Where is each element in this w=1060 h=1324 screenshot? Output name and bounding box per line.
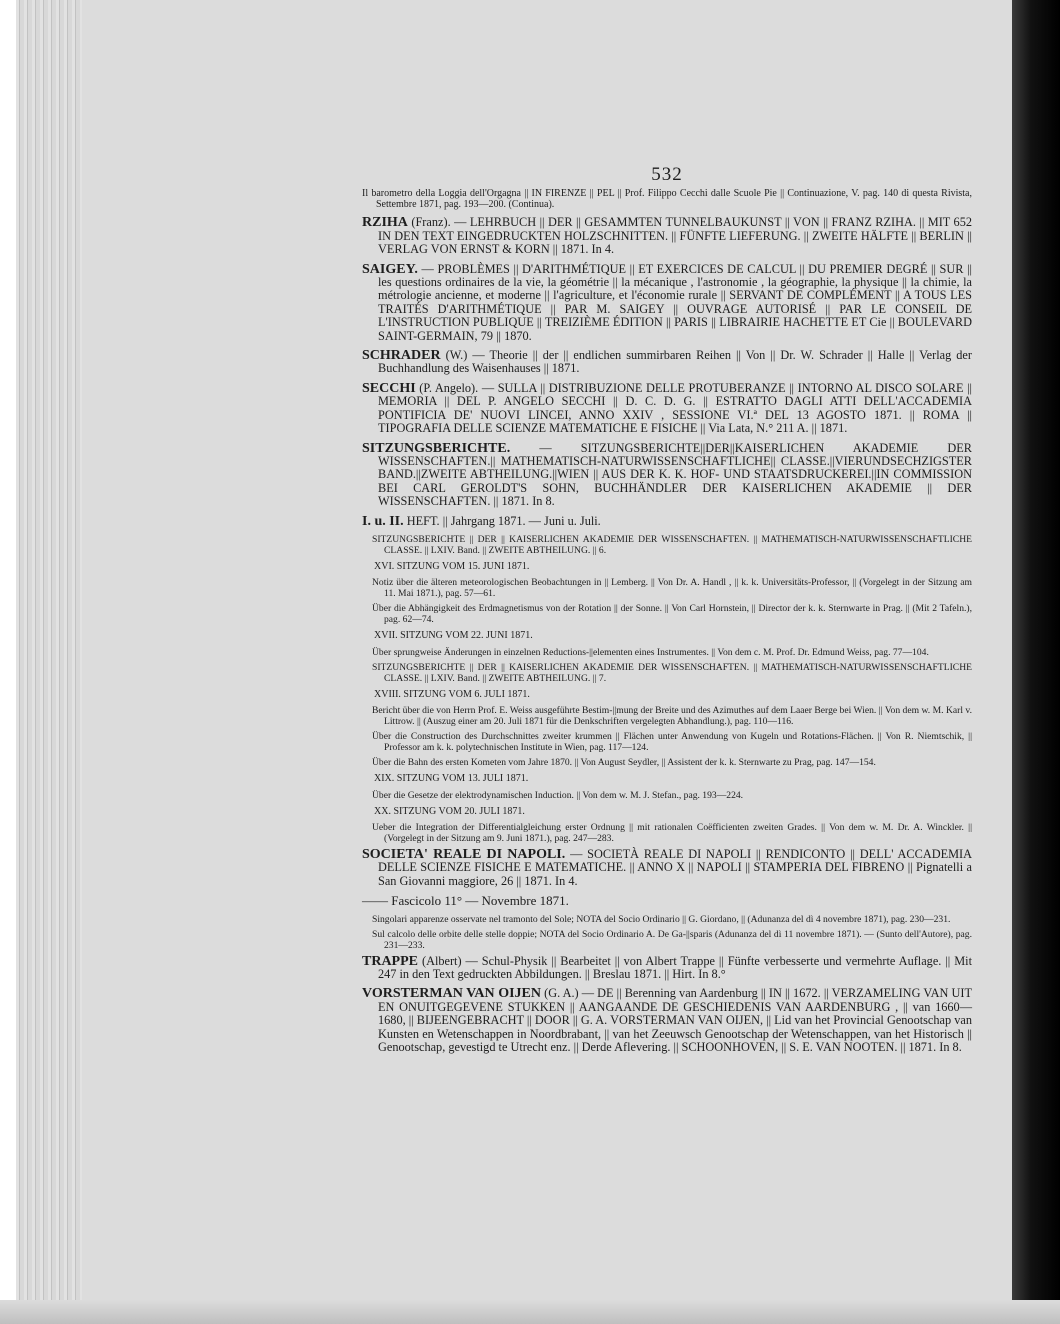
session-article: Über die Construction des Durchschnittes zweiter krummen || Flächen unter Anwendung von Kugeln und Rotations-Flächen. || Von R. Niemtschik, || Professor am k. k. polytechnischen Institute in Wien, pag. 117—124. xyxy=(372,731,972,754)
entry-body: (P. Angelo). — SULLA || DISTRIBUZIONE DELLE PROTUBERANZE || INTORNO AL DISCO SOLARE || MEMORIA || DEL P. ANGELO SECCHI || D. C. D. G. || ESTRATTO DAGLI ATTI DELL'ACCADEMIA PONTIFICIA DE' NUOVI LINCEI, ANNO XXIV , SESSIONE VI.ª DEL 13 AGOSTO 1871. || ROMA || TIPOGRAFIA DELLE SCIENZE MATEMATICHE E FISICHE || Via Lata, N.° 211 A. || 1871. xyxy=(378,380,973,436)
heft-contents xyxy=(362,534,972,844)
session-article: Bericht über die von Herrn Prof. E. Weiss ausgeführte Bestim-||mung der Breite und des Azimuthes auf dem Laaer Berge bei Wien. || Von dem w. M. Karl v. Littrow. || (Auszug einer am 20. Juli 1871 für die Denkschriften vergelegten Abhandlung.), pag. 110—116. xyxy=(372,705,972,728)
entry-heading: RZIHA xyxy=(362,215,408,231)
session-article: SITZUNGSBERICHTE || DER || KAISERLICHEN AKADEMIE DER WISSENSCHAFTEN. || MATHEMATISCH-NATURWISSENSCHAFTLICHE CLASSE. || LXIV. Band. || ZWEITE ABTHEILUNG. || 6. xyxy=(372,533,972,556)
bibliography-entry xyxy=(362,955,972,982)
session-article: SITZUNGSBERICHTE || DER || KAISERLICHEN AKADEMIE DER WISSENSCHAFTEN. || MATHEMATISCH-NATURWISSENSCHAFTLICHE CLASSE. || LXIV. Band. || ZWEITE ABTHEILUNG. || 7. xyxy=(372,661,972,684)
entry-heading: VORSTERMAN VAN OIJEN xyxy=(362,986,541,1002)
page-binding-edge xyxy=(16,0,83,1324)
entry-heading: TRAPPE xyxy=(362,953,418,969)
fascicolo-contents xyxy=(362,914,972,951)
bibliography-entry-heft xyxy=(362,515,972,528)
session-article: Über die Bahn des ersten Kometen vom Jahre 1870. || Von August Seydler, || Assistent der k. k. Sternwarte zu Prag, pag. 147—154. xyxy=(372,757,876,769)
entry-body: (Albert) — Schul-Physik || Bearbeitet || von Albert Trappe || Fünfte verbesserte und vermehrte Auflage. || Mit 247 in den Text gedruckten Abbildungen. || Breslau 1871. || Hirt. In 8.° xyxy=(378,953,972,981)
entry-heading: SITZUNGSBERICHTE. xyxy=(362,440,511,456)
session-heading: XVI. SITZUNG VOM 15. JUNI 1871. xyxy=(374,560,530,572)
bibliography-entry xyxy=(362,442,972,509)
bibliography-entry xyxy=(362,216,972,256)
session-article: Notiz über die älteren meteorologischen Beobachtungen in || Lemberg. || Von Dr. A. Handl , || k. k. Universitäts-Professor, || (Vorgelegt in der Sitzung am 11. Mai 1871.), pag. 57—61. xyxy=(372,577,972,600)
entry-heading: SAIGEY. xyxy=(362,261,418,277)
session-article: Über sprungweise Änderungen in einzelnen Reductions-||elementen eines Instrumentes. || Von dem c. M. Prof. Dr. Edmund Weiss, pag. 77—104. xyxy=(372,646,929,658)
bibliography-entries xyxy=(362,216,972,508)
page-text-column xyxy=(362,164,973,1060)
fascicolo-article: Singolari apparenze osservate nel tramonto del Sole; NOTA del Socio Ordinario || G. Giordano, || (Adunanza del dì 4 novembre 1871), pag. 230—231. xyxy=(372,913,951,925)
session-article: Über die Gesetze der elektrodynamischen Induction. || Von dem w. M. J. Stefan., pag. 193—224. xyxy=(372,789,744,801)
entry-body: — SOCIETÀ REALE DI NAPOLI || RENDICONTO || DELL' ACCADEMIA DELLE SCIENZE FISICHE E MATEMATICHE. || ANNO X || NAPOLI || STAMPERIA DEL FIBRENO || Pignatelli a San Giovanni maggiore, 26 || 1871. In 4. xyxy=(378,846,973,888)
bibliography-entry xyxy=(362,987,972,1054)
fascicolo-article: Sul calcolo delle orbite delle stelle doppie; NOTA del Socio Ordinario A. De Ga-||sparis (Adunanza del dì 11 novembre 1871). — (Sunto dell'Autore), pag. 231—233. xyxy=(372,928,972,951)
scan-bottom-band xyxy=(0,1300,1060,1324)
session-heading: XVIII. SITZUNG VOM 6. JULI 1871. xyxy=(374,688,530,700)
scan-shadow-edge xyxy=(1012,0,1060,1324)
entry-heading: SOCIETA' REALE DI NAPOLI. xyxy=(362,846,566,862)
bibliography-entry xyxy=(362,263,972,343)
entry-body: (Franz). — LEHRBUCH || DER || GESAMMTEN TUNNELBAUKUNST || VON || FRANZ RZIHA. || MIT 652 IN DEN TEXT EINGEDRUCKTEN HOLZSCHNITTEN. || FÜNFTE LIEFERUNG. || ZWEITE HÄLFTE || BERLIN || VERLAG VON ERNST & KORN || 1871. In 4. xyxy=(378,215,972,257)
entry-body: — SITZUNGSBERICHTE||DER||KAISERLICHEN AKADEMIE DER WISSENSCHAFTEN.|| MATHEMATISCH-NATURWISSENSCHAFTLICHE|| CLASSE.||VIERUNDSECHZIGSTER BAND.||ZWEITE ABTHEILUNG.||WIEN || AUS DER K. K. HOF- UND STAATSDRUCKEREI.||IN COMMISSION BEI CARL GEROLDT'S SOHN, BUCHHÄNDLER DER KAISERLICHEN AKADEMIE || DER WISSENSCHAFTEN. || 1871. In 8. xyxy=(378,440,972,509)
entry-heading: SECCHI xyxy=(362,380,416,396)
session-heading: XIX. SITZUNG VOM 13. JULI 1871. xyxy=(374,773,529,785)
entry-body: HEFT. || Jahrgang 1871. — Juni u. Juli. xyxy=(406,513,601,528)
session-article: Über die Abhängigkeit des Erdmagnetismus von der Rotation || der Sonne. || Von Carl Hornstein, || Director der k. k. Sternwarte in Prag. || (Mit 2 Tafeln.), pag. 62—74. xyxy=(372,603,972,626)
entry-body: (W.) — Theorie || der || endlichen summirbaren Reihen || Von || Dr. W. Schrader || Halle || Verlag der Buchhandlung des Waisenhauses || 1871. xyxy=(378,348,972,376)
bibliography-entry xyxy=(362,382,972,436)
entry-body: — PROBLÈMES || D'ARITHMÉTIQUE || ET EXERCICES DE CALCUL || DU PREMIER DEGRÉ || SUR || les questions ordinaires de la vie, la géométrie || la mécanique , l'astronomie , la géographie, la physique || la chimie, la métrologie ancienne, et moderne || l'agriculture, et l'économie rurale || SERVANT DE COMPLÉMENT || A TOUS LES TRAITÉS D'ARITHMÉTIQUE || PAR M. SAIGEY || OUVRAGE AUTORISÉ || PAR LE CONSEIL DE L'INSTRUCTION PUBLIQUE || TREIZIÈME ÉDITION || PARIS || LIBRAIRIE HACHETTE ET Cie || BOULEVARD SAINT-GERMAIN, 79 || 1870. xyxy=(378,261,972,343)
session-article: Ueber die Integration der Differentialgleichung erster Ordnung || mit rationalen Coëfficienten zweiten Grades. || Von dem w. M. Dr. A. Winckler. || (Vorgelegt in der Sitzung am 9. Juni 1871.), pag. 247—283. xyxy=(372,821,972,844)
bibliography-entry xyxy=(362,848,972,888)
bibliography-entries-3 xyxy=(362,955,972,1055)
entry-heading: SCHRADER xyxy=(362,348,441,364)
session-heading: XX. SITZUNG VOM 20. JULI 1871. xyxy=(374,805,525,817)
page-number: 532 xyxy=(651,164,683,185)
lead-continuation-note: Il barometro della Loggia dell'Orgagna || IN FIRENZE || PEL || Prof. Filippo Cecchi dalle Scuole Pie || Continuazione, V. pag. 140 di questa Rivista, Settembre 1871, pag. 193—200. (Continua). xyxy=(362,188,972,211)
bibliography-entry xyxy=(362,349,972,376)
entry-heading: I. u. II. xyxy=(362,513,404,529)
fascicolo-heading: —— Fascicolo 11° — Novembre 1871. xyxy=(362,893,569,909)
entry-body: (G. A.) — DE || Berenning van Aardenburg || IN || 1672. || VERZAMELING VAN UIT EN ONUITGEGEVENE STUKKEN || AANGAANDE DE GESCHIEDENIS VAN AARDENBURG , || van 1660—1680, || BIJEENGEBRACHT || DOOR || G. A. VORSTERMAN VAN OIJEN, || Lid van het Provincial Genootschap van Kunsten en Wetenschappen in Noordbrabant, || van het Zeeuwsch Genootschap der Wetenschappen, van het Historisch || Genootschap, gevestigd te Utrecht enz. || Derde Aflevering. || SCHOONHOVEN, || S. E. VAN NOOTEN. || 1871. In 8. xyxy=(378,986,972,1055)
session-heading: XVII. SITZUNG VOM 22. JUNI 1871. xyxy=(374,630,533,642)
bibliography-entries-2 xyxy=(362,848,972,888)
